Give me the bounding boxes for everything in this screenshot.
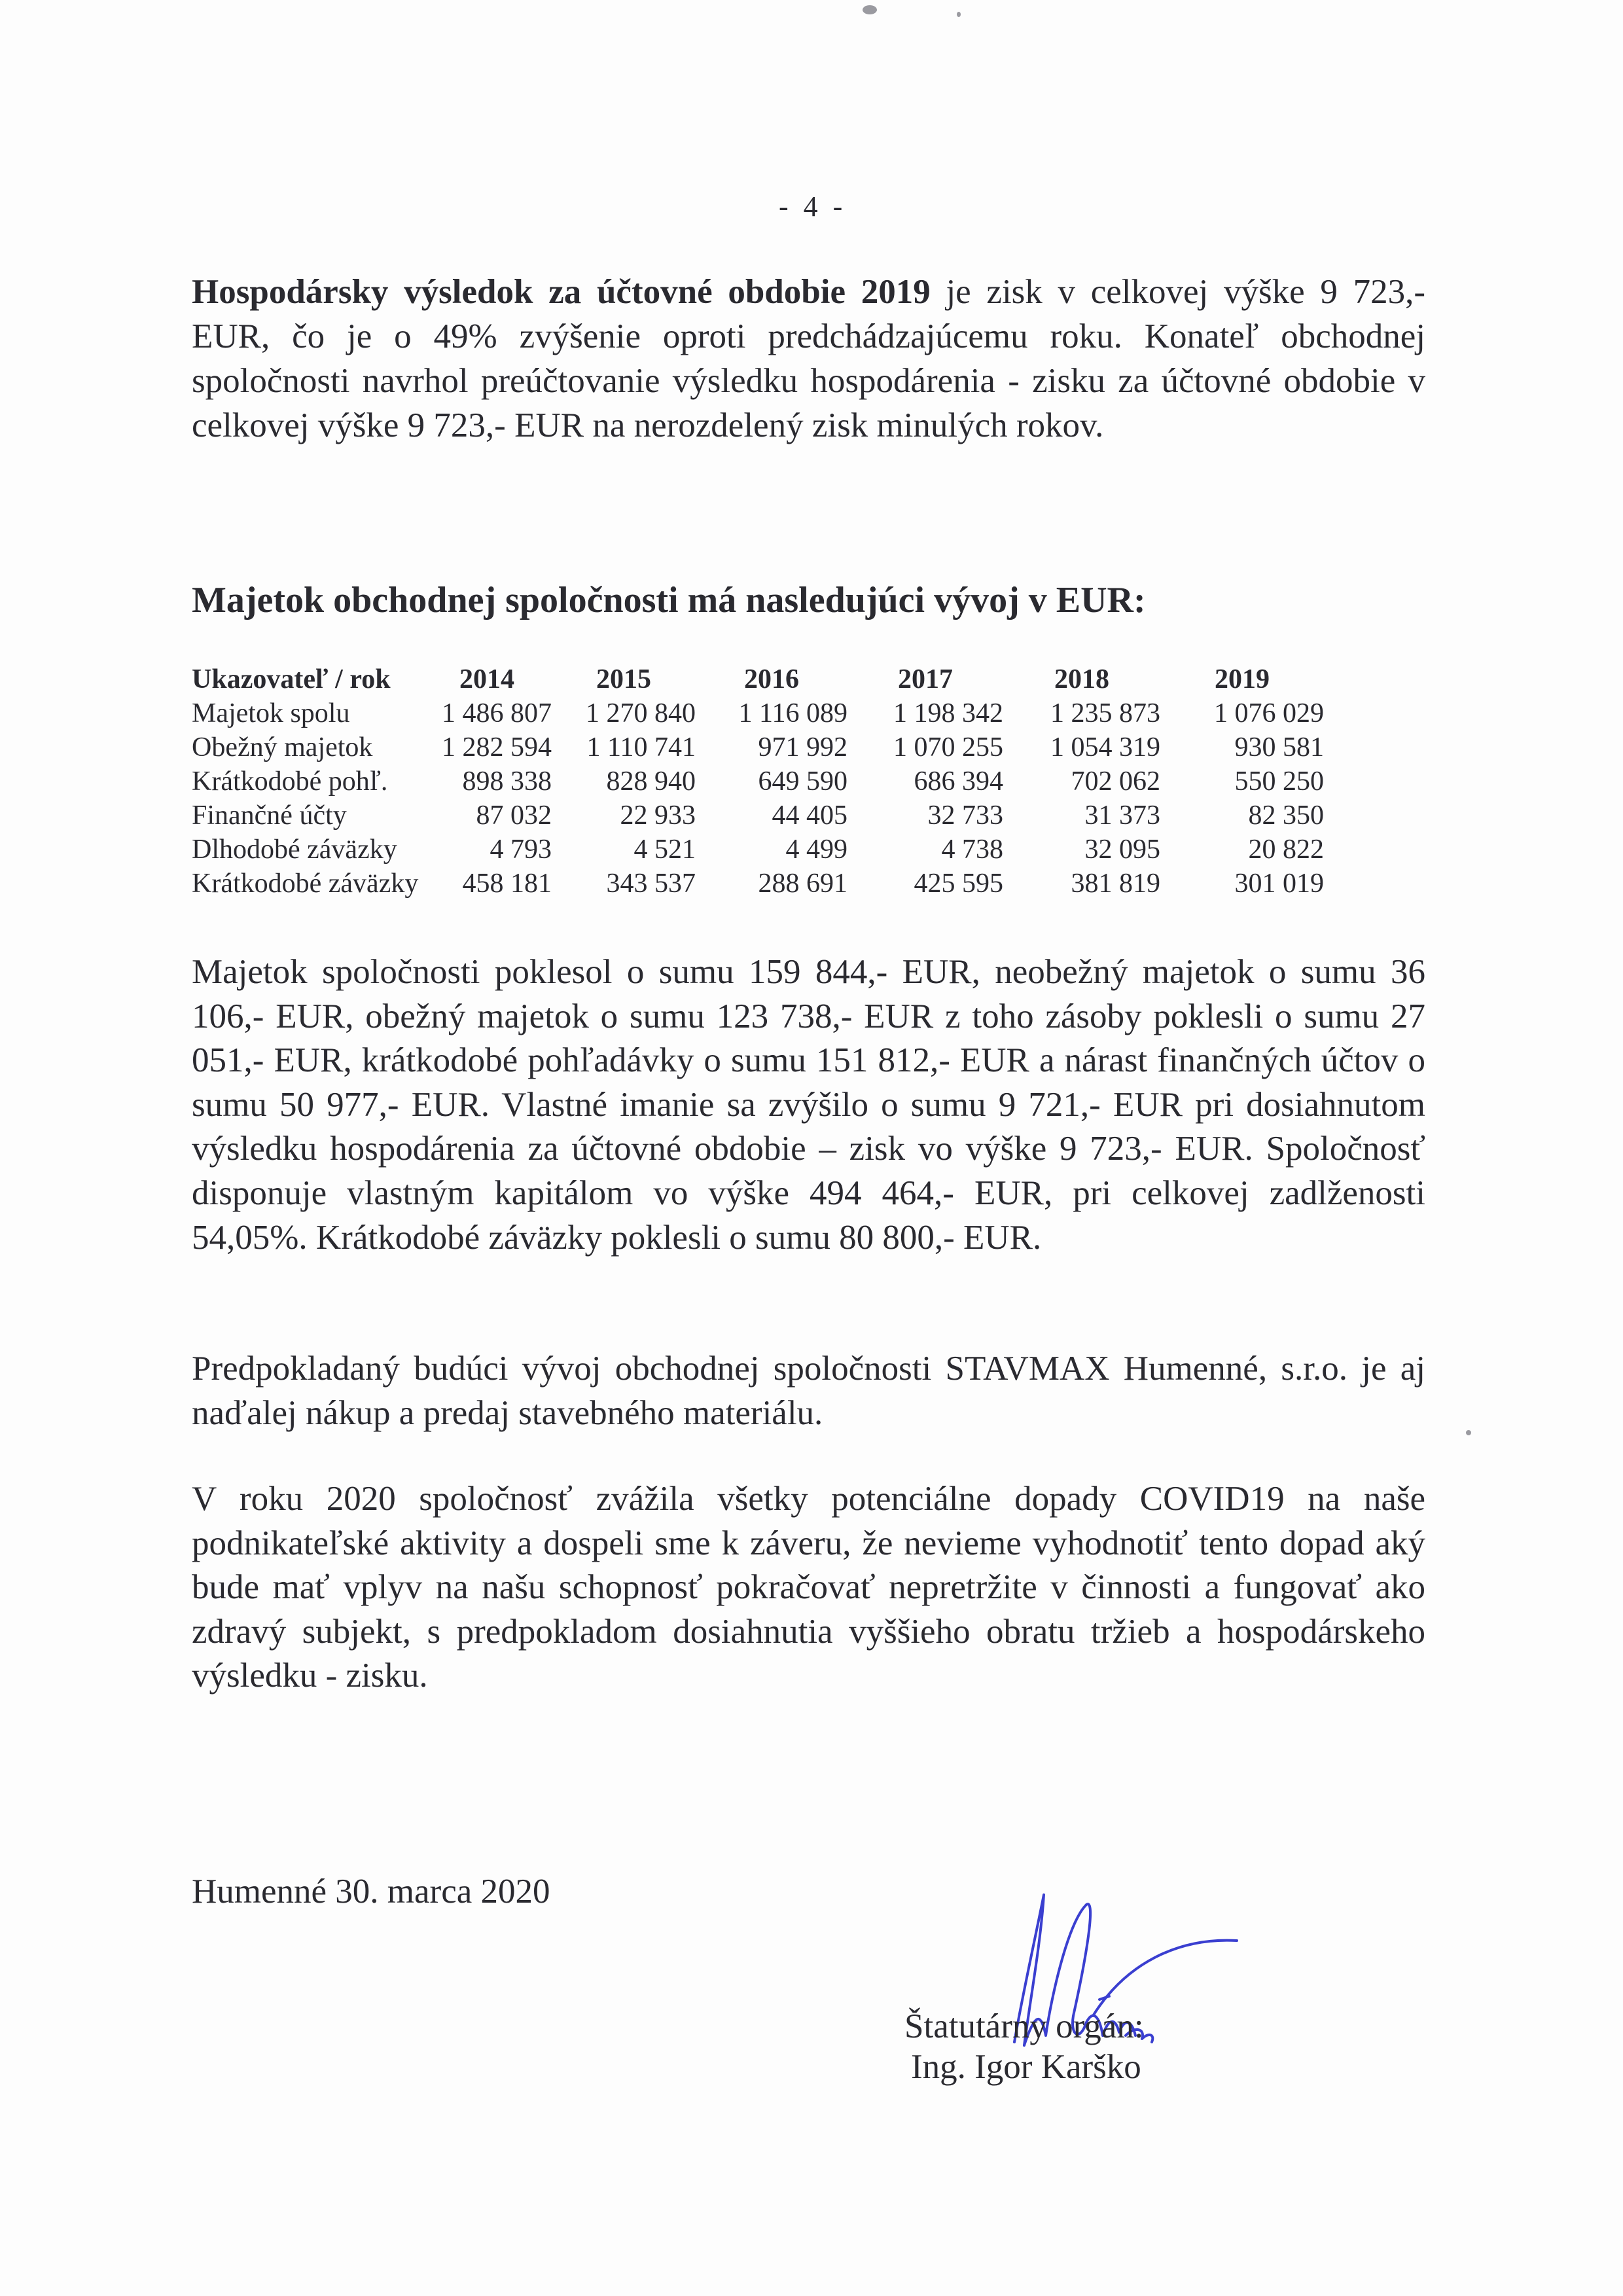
row-label: Dlhodobé záväzky (192, 834, 397, 865)
row-label: Krátkodobé záväzky (192, 869, 419, 899)
header-year: 2019 (1215, 664, 1270, 694)
cell-value: 32 095 (1084, 834, 1160, 865)
cell-value: 828 940 (606, 766, 696, 797)
cell-value: 32 733 (927, 800, 1003, 831)
profit-lead: Hospodársky výsledok za účtovné obdobie 2019 (192, 273, 931, 311)
cell-value: 930 581 (1234, 732, 1324, 762)
assets-table (192, 662, 1324, 901)
header-year: 2015 (596, 664, 651, 694)
cell-value: 550 250 (1234, 766, 1324, 797)
cell-value: 1 486 807 (442, 698, 552, 728)
table-row (192, 867, 1324, 901)
cell-value: 1 054 319 (1050, 732, 1160, 762)
cell-value: 1 116 089 (738, 698, 847, 728)
table-row (192, 833, 1324, 867)
cell-value: 1 282 594 (442, 732, 552, 762)
signatory-name: Ing. Igor Karško (911, 2048, 1141, 2086)
cell-value: 87 032 (476, 800, 552, 831)
assets-development-paragraph: Majetok spoločnosti poklesol o sumu 159 844,- EUR, neobežný majetok o sumu 36 106,- EUR, obežný majetok o sumu 123 738,- EUR z toho zásoby poklesli o sumu 27 051,- EUR, krátkodobé pohľadávky o sumu 151 812,- EUR a nárast finančných účtov o sumu 50 977,- EUR. Vlastné imanie sa zvýšilo o sumu 9 721,- EUR pri dosiahnutom výsledku hospodárenia za účtovné obdobie – zisk vo výške 9 723,- EUR. Spoločnosť disponuje vlastným kapitálom vo výške 494 464,- EUR, pri celkovej zadlženosti 54,05%. Krátkodobé záväzky poklesli o sumu 80 800,- EUR. (192, 953, 1425, 1257)
place-date: Humenné 30. marca 2020 (192, 1873, 550, 1910)
profit-paragraph (192, 270, 1425, 448)
header-year: 2016 (744, 664, 799, 694)
row-label: Majetok spolu (192, 698, 350, 728)
cell-value: 288 691 (758, 869, 847, 899)
cell-value: 381 819 (1071, 869, 1160, 899)
table-row (192, 696, 1324, 730)
table-header-row (192, 662, 1324, 696)
cell-value: 898 338 (462, 766, 552, 797)
cell-value: 649 590 (758, 766, 847, 797)
cell-value: 1 235 873 (1050, 698, 1160, 728)
scan-speck (863, 5, 877, 14)
cell-value: 4 793 (490, 834, 552, 865)
table-heading: Majetok obchodnej spoločnosti má nasledujúci vývoj v EUR: (192, 580, 1146, 620)
cell-value: 458 181 (462, 869, 552, 899)
cell-value: 44 405 (772, 800, 847, 831)
table-row (192, 798, 1324, 833)
header-year: 2017 (898, 664, 953, 694)
cell-value: 1 076 029 (1214, 698, 1324, 728)
cell-value: 20 822 (1248, 834, 1324, 865)
header-indicator: Ukazovateľ / rok (192, 664, 391, 694)
cell-value: 425 595 (914, 869, 1003, 899)
cell-value: 971 992 (758, 732, 847, 762)
cell-value: 702 062 (1071, 766, 1160, 797)
cell-value: 1 270 840 (586, 698, 696, 728)
cell-value: 82 350 (1248, 800, 1324, 831)
future-outlook-paragraph: Predpokladaný budúci vývoj obchodnej spoločnosti STAVMAX Humenné, s.r.o. je aj naďalej nákup a predaj stavebného materiálu. (192, 1350, 1425, 1432)
scan-speck (1466, 1430, 1471, 1435)
scan-speck (957, 12, 961, 17)
cell-value: 22 933 (620, 800, 696, 831)
row-label: Finančné účty (192, 800, 347, 831)
cell-value: 4 499 (785, 834, 847, 865)
profit-text: je zisk v celkovej výške 9 723,- EUR, čo je o 49% zvýšenie oproti predchádzajúcemu roku. Konateľ obchodnej spoločnosti navrhol preúčtovanie výsledku hospodárenia - zisku za účtovné obdobie v celkovej výške 9 723,- EUR na nerozdelený zisk minulých rokov. (192, 273, 1425, 444)
cell-value: 1 070 255 (893, 732, 1003, 762)
table-row (192, 764, 1324, 798)
row-label: Obežný majetok (192, 732, 373, 762)
cell-value: 686 394 (914, 766, 1003, 797)
row-label: Krátkodobé pohľ. (192, 766, 388, 797)
cell-value: 31 373 (1084, 800, 1160, 831)
header-year: 2014 (459, 664, 514, 694)
cell-value: 4 738 (941, 834, 1003, 865)
cell-value: 4 521 (633, 834, 696, 865)
cell-value: 1 198 342 (893, 698, 1003, 728)
table-row (192, 730, 1324, 764)
signatory-title: Štatutárny orgán: (904, 2007, 1144, 2045)
cell-value: 1 110 741 (586, 732, 696, 762)
covid-paragraph: V roku 2020 spoločnosť zvážila všetky potenciálne dopady COVID19 na naše podnikateľské aktivity a dospeli sme k záveru, že nevieme vyhodnotiť tento dopad aký bude mať vplyv na našu schopnosť pokračovať nepretržite v činnosti a fungovať ako zdravý subjekt, s predpokladom dosiahnutia vyššieho obratu tržieb a hospodárskeho výsledku - zisku. (192, 1480, 1425, 1695)
page-number: - 4 - (779, 190, 847, 223)
cell-value: 343 537 (606, 869, 696, 899)
header-year: 2018 (1054, 664, 1109, 694)
cell-value: 301 019 (1234, 869, 1324, 899)
